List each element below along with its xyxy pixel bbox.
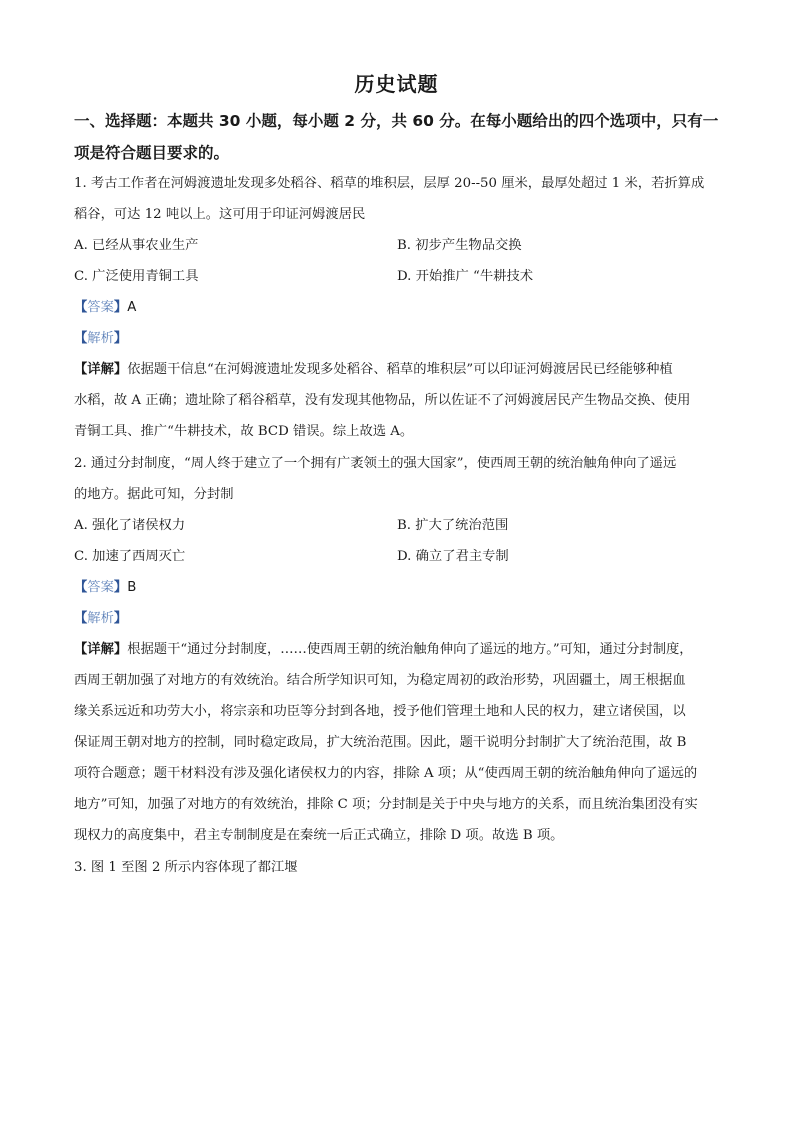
question-1-option-c: C. 广泛使用青铜工具 [74,269,199,284]
question-2-detail: 【详解】根据题干“通过分封制度，……使西周王朝的统治触角伸向了遥远的地方。”可知，通过分封制度， [74,642,693,657]
question-1-answer [74,298,724,318]
question-2-option-c: C. 加速了西周灭亡 [74,549,186,564]
question-1-option-b: B. 初步产生物品交换 [397,238,522,253]
answer-value: B [127,580,137,595]
page-title: 历史试题 [354,72,439,96]
question-2-detail: 保证周王朝对地方的控制，同时稳定政局，扩大统治范围。因此，题干说明分封制扩大了统治范围，故 B [74,735,687,750]
question-1-detail: 水稻，故 A 正确；遗址除了稻谷稻草，没有发现其他物品，所以佐证不了河姆渡居民产生物品交换、使用 [74,393,691,408]
question-2-stem: 2. 通过分封制度，“周人终于建立了一个拥有广袤领土的强大国家”，使西周王朝的统治触角伸向了遥远 [74,456,677,471]
question-2-detail: 现权力的高度集中，君主专制制度是在秦统一后正式确立，排除 D 项。故选 B 项。 [74,828,564,843]
question-2-option-b: B. 扩大了统治范围 [397,518,509,533]
question-1-option-d: D. 开始推广 “牛耕技术 [397,269,534,284]
question-3-stem: 3. 图 1 至图 2 所示内容体现了都江堰 [74,860,298,875]
question-2-stem: 的地方。据此可知，分封制 [74,487,234,502]
section-heading-line: 项是符合题目要求的。 [74,144,230,162]
question-2-answer [74,578,724,598]
question-2-detail: 项符合题意；题干材料没有涉及强化诸侯权力的内容，排除 A 项；从“使西周王朝的统治触角伸向了遥远的 [74,766,698,781]
question-2-detail: 西周王朝加强了对地方的有效统治。结合所学知识可知，为稳定周初的政治形势，巩固疆土，周王根据血 [74,673,686,688]
answer-label: 【答案】 [74,580,128,595]
question-2-detail: 地方”可知，加强了对地方的有效统治，排除 C 项；分封制是关于中央与地方的关系，而且统治集团没有实 [74,797,698,812]
question-1-stem: 稻谷，可达 12 吨以上。这可用于印证河姆渡居民 [74,207,366,222]
question-1-stem: 1. 考古工作者在河姆渡遗址发现多处稻谷、稻草的堆积层，层厚 20--50 厘米，最厚处超过 1 米，若折算成 [74,176,705,191]
question-1-detail: 青铜工具、推广“牛耕技术，故 BCD 错误。综上故选 A。 [74,424,414,439]
answer-value: A [127,300,137,315]
section-heading [74,105,724,169]
answer-label: 【答案】 [74,300,128,315]
question-1-analysis-label: 【解析】 [74,331,128,346]
section-heading-line: 一、选择题：本题共 30 小题，每小题 2 分，共 60 分。在每小题给出的四个选项中，只有一 [74,112,719,130]
question-2-option-d: D. 确立了君主专制 [397,549,509,564]
detail-label: 【详解】 [74,642,128,657]
question-2-option-a: A. 强化了诸侯权力 [74,518,186,533]
question-1-option-a: A. 已经从事农业生产 [74,238,199,253]
question-2-detail: 缘关系远近和功劳大小，将宗亲和功臣等分封到各地，授予他们管理土地和人民的权力，建立诸侯国，以 [74,704,686,719]
question-2-analysis-label: 【解析】 [74,611,128,626]
question-1-detail: 【详解】依据题干信息“在河姆渡遗址发现多处稻谷、稻草的堆积层”可以印证河姆渡居民已经能够种植 [74,362,673,377]
detail-label: 【详解】 [74,362,128,377]
